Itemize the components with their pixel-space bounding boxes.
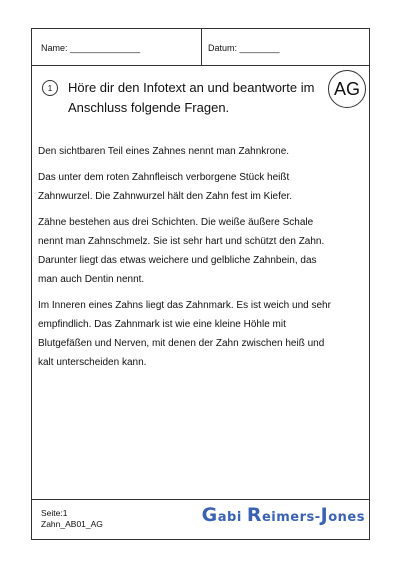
worksheet-footer — [32, 499, 369, 539]
date-field-label: Datum: ________ — [208, 43, 280, 53]
logo-letter: R — [246, 504, 262, 526]
name-field-label: Name: ______________ — [41, 43, 141, 53]
logo-text: abi — [217, 510, 247, 525]
paragraph: Das unter dem roten Zahnfleisch verborgene Stück heißt Zahnwurzel. Die Zahnwurzel hält den Zahn fest im Kiefer. — [38, 172, 293, 202]
info-text — [38, 142, 338, 379]
logo-text: eimers- — [261, 510, 321, 525]
author-logo — [202, 504, 365, 526]
worksheet — [31, 28, 370, 540]
task-number-badge: 1 — [42, 80, 58, 96]
logo-letter: J — [320, 504, 329, 526]
document-code: Zahn_AB01_AG — [41, 519, 103, 529]
paragraph: Den sichtbaren Teil eines Zahnes nennt man Zahnkrone. — [38, 146, 290, 157]
paragraph: Im Inneren eines Zahns liegt das Zahnmark. Es ist weich und sehr empfindlich. Das Zahnmark ist wie eine kleine Höhle mit Blutgefäßen und Nerven, mit denen der Zahn zwischen heiß und kalt unterscheiden kann. — [38, 300, 331, 368]
paragraph: Zähne bestehen aus drei Schichten. Die weiße äußere Schale nennt man Zahnschmelz. Sie ist sehr hart und schützt den Zahn. Darunter liegt das etwas weichere und gelbliche Zahnbein, das man auch Dentin nennt. — [38, 217, 325, 285]
logo-letter: G — [201, 504, 218, 526]
header-divider — [201, 29, 202, 65]
ag-level-badge: AG — [328, 70, 366, 108]
logo-text: ones — [328, 510, 365, 525]
task-instruction: Höre dir den Infotext an und beantworte im Anschluss folgende Fragen. — [68, 80, 315, 115]
worksheet-header — [32, 29, 369, 66]
page-number: Seite:1 — [41, 508, 68, 518]
